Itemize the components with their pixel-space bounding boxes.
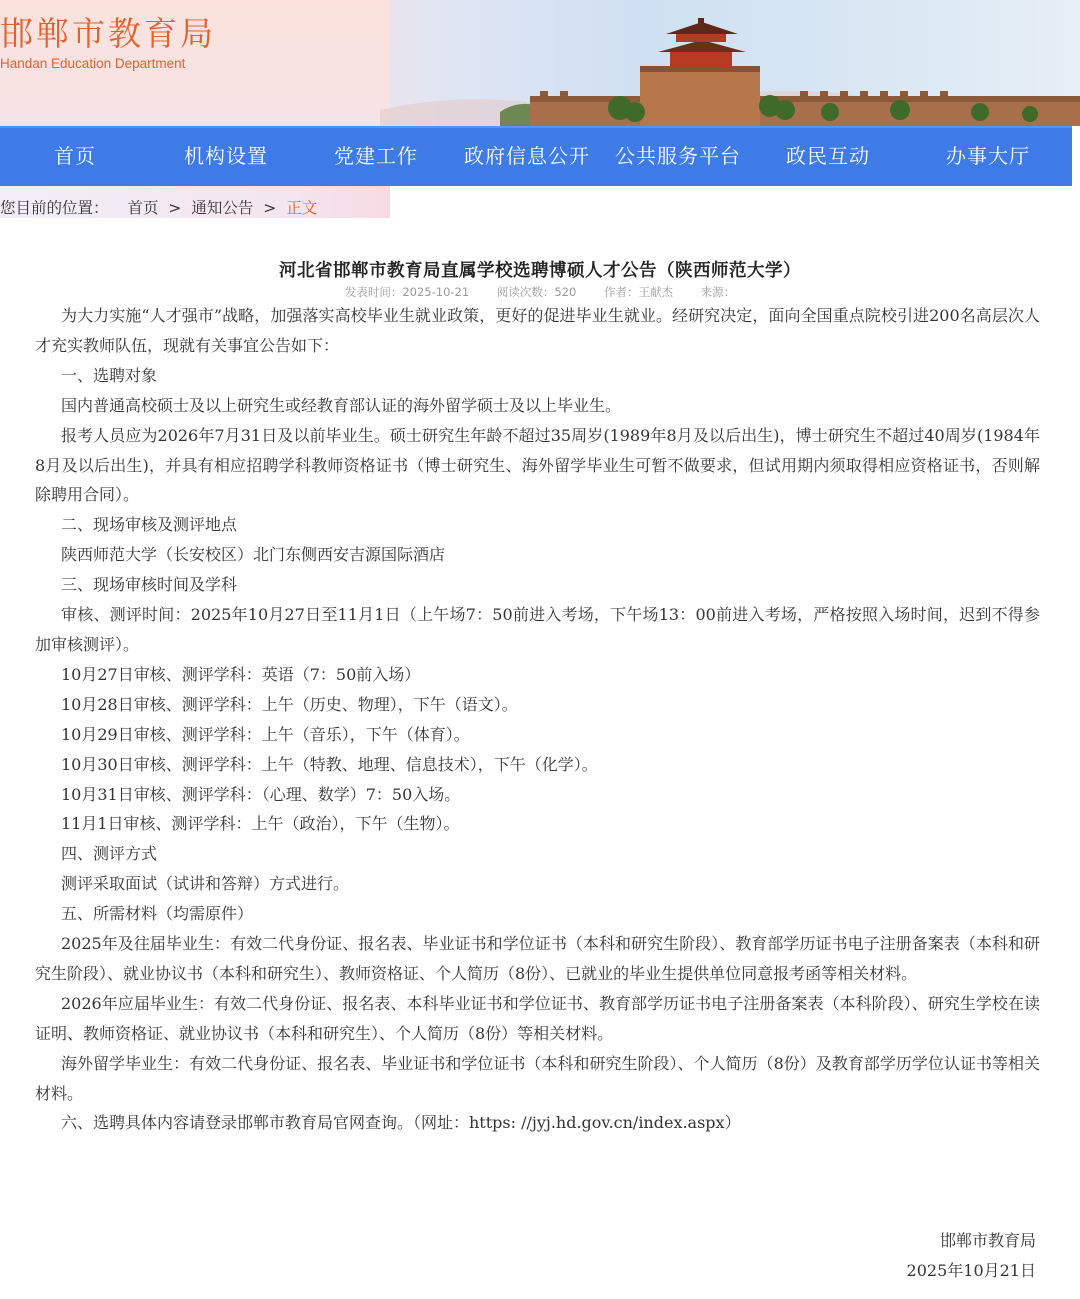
breadcrumb-current: 正文	[286, 199, 318, 217]
paragraph-website: 六、选聘具体内容请登录邯郸市教育局官网查询。（网址：https: //jyj.hd.gov.cn/index.aspx）	[61, 1113, 741, 1133]
section-heading: 五、所需材料（均需原件）	[61, 904, 254, 924]
signature-date: 2025年10月21日	[906, 1261, 1036, 1280]
section-heading: 一、选聘对象	[61, 365, 158, 385]
paragraph: 2025年及往届毕业生：有效二代身份证、报名表、毕业证书和学位证书（本科和研究生阶段）、教育部学历证书电子注册备案表（本科和研究生阶段）、就业协议书（本科和研究生）、教师资格证、个人简历（8份）、已就业的毕业生提供单位同意报考函等相关材料。	[35, 934, 1040, 983]
main-nav	[0, 126, 1072, 186]
paragraph: 陕西师范大学（长安校区）北门东侧西安吉源国际酒店	[61, 545, 446, 565]
paragraph: 国内普通高校硕士及以上研究生或经教育部认证的海外留学硕士及以上毕业生。	[61, 395, 622, 415]
site-subtitle: Handan Education Department	[0, 56, 186, 71]
read-count: 阅读次数：520	[496, 285, 577, 299]
nav-item-home[interactable]: 首页	[54, 144, 96, 168]
breadcrumb-prefix: 您目前的位置：	[0, 199, 109, 217]
nav-item-organization[interactable]: 机构设置	[184, 144, 268, 168]
paragraph: 报考人员应为2026年7月31日及以前毕业生。硕士研究生年龄不超过35周岁(1989年8月及以后出生)，博士研究生不超过40周岁(1984年8月及以后出生)，并具有相应招聘学科教师资格证书（博士研究生、海外留学毕业生可暂不做要求，但试用期内须取得相应资格证书，否则解除聘用合同）。	[35, 425, 1040, 505]
breadcrumb-notice-link[interactable]: 通知公告	[191, 199, 254, 217]
header-banner	[0, 0, 1080, 126]
city-gate-illustration	[380, 0, 1080, 126]
section-heading: 二、现场审核及测评地点	[61, 515, 238, 535]
schedule-item: 10月31日审核、测评学科：（心理、数学）7：50入场。	[61, 784, 461, 804]
schedule-item: 10月28日审核、测评学科：上午（历史、物理），下午（语文）。	[61, 694, 518, 714]
breadcrumb-separator: >	[263, 199, 277, 217]
breadcrumb-home-link[interactable]: 首页	[127, 199, 159, 217]
publish-time: 发表时间：2025-10-21	[344, 285, 470, 299]
paragraph: 审核、测评时间：2025年10月27日至11月1日（上午场7：50前进入考场，下午场13：00前进入考场，严格按照入场时间，迟到不得参加审核测评）。	[35, 605, 1040, 654]
nav-item-gov-info[interactable]: 政府信息公开	[464, 144, 590, 168]
nav-edge	[1072, 126, 1080, 186]
nav-item-interaction[interactable]: 政民互动	[786, 144, 870, 168]
paragraph: 海外留学毕业生：有效二代身份证、报名表、毕业证书和学位证书（本科和研究生阶段）、个人简历（8份）及教育部学历学位认证书等相关材料。	[35, 1053, 1040, 1103]
paragraph: 测评采取面试（试讲和答辩）方式进行。	[61, 874, 350, 894]
schedule-item: 10月27日审核、测评学科：英语（7：50前入场）	[61, 664, 421, 684]
section-heading: 三、现场审核时间及学科	[61, 575, 238, 595]
source: 来源：	[700, 285, 736, 299]
nav-item-public-service[interactable]: 公共服务平台	[615, 144, 741, 168]
site-title[interactable]: 邯郸市教育局	[0, 14, 216, 53]
article-body	[35, 301, 1040, 1138]
signature-org: 邯郸市教育局	[939, 1231, 1036, 1250]
nav-item-service-hall[interactable]: 办事大厅	[946, 144, 1030, 168]
paragraph-intro: 为大力实施“人才强市”战略，加强落实高校毕业生就业政策，更好的促进毕业生就业。经研究决定，面向全国重点院校引进200名高层次人才充实教师队伍，现就有关事宜公告如下：	[35, 306, 1040, 355]
breadcrumb	[0, 196, 317, 218]
schedule-item: 10月29日审核、测评学科：上午（音乐），下午（体育）。	[61, 724, 470, 744]
nav-item-party[interactable]: 党建工作	[334, 144, 418, 168]
section-heading: 四、测评方式	[61, 844, 158, 864]
schedule-item: 11月1日审核、测评学科：上午（政治），下午（生物）。	[61, 814, 460, 834]
author: 作者：王献杰	[603, 285, 673, 299]
article-title: 河北省邯郸市教育局直属学校选聘博硕人才公告（陕西师范大学）	[279, 261, 801, 281]
schedule-item: 10月30日审核、测评学科：上午（特教、地理、信息技术），下午（化学）。	[61, 754, 598, 774]
paragraph: 2026年应届毕业生：有效二代身份证、报名表、本科毕业证书和学位证书、教育部学历证书电子注册备案表（本科阶段）、研究生学校在读证明、教师资格证、就业协议书（本科和研究生）、个人简历（8份）等相关材料。	[35, 993, 1040, 1043]
article-meta	[0, 284, 1080, 300]
breadcrumb-separator: >	[168, 199, 182, 217]
